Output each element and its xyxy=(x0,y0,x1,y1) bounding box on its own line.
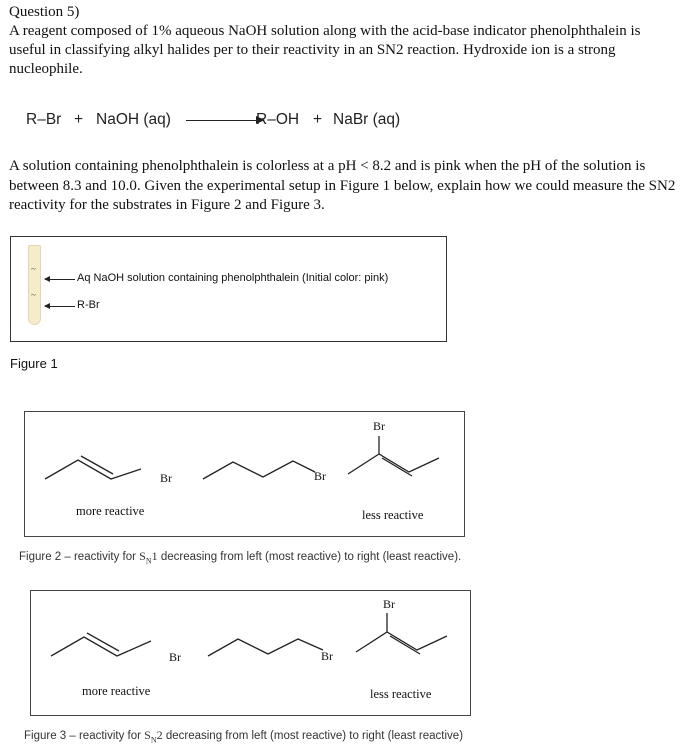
product-nabr: NaBr (aq) xyxy=(333,111,401,128)
less-reactive-label: less reactive xyxy=(362,508,424,522)
reaction-arrow-icon xyxy=(186,120,264,121)
naoh-solution-label: Aq NaOH solution containing phenolphthalein (Initial color: pink) xyxy=(77,272,389,284)
reactant-alkyl-bromide: R–Br xyxy=(26,111,62,128)
sn2-label: $S_N2$ xyxy=(144,728,163,745)
primary-bromide-skeleton xyxy=(203,461,315,479)
pointer-arrow-icon xyxy=(45,306,75,307)
figure-3-box xyxy=(30,590,471,716)
question-body: A solution containing phenolphthalein is colorless at a pH < 8.2 and is pink when the pH of the solution is between 8.3 and 10.0. Given the experimental setup in Figure 1 below, explain how we could measure the SN2 reactivity for the substrates in Figure 2 and Figure 3. xyxy=(9,158,676,213)
double-bond-line xyxy=(382,458,412,476)
alkyl-bromide-label: R-Br xyxy=(77,299,100,311)
wave-mark-icon: ~ xyxy=(31,290,36,300)
br-label: Br xyxy=(373,419,385,433)
figure-2-box xyxy=(24,411,465,537)
reactant-naoh: NaOH (aq) xyxy=(96,111,171,128)
vinylic-bromide-skeleton xyxy=(356,632,447,652)
br-label: Br xyxy=(169,650,181,664)
pointer-arrow-icon xyxy=(45,279,75,280)
plus-sign: + xyxy=(313,111,323,128)
question-intro: A reagent composed of 1% aqueous NaOH solution along with the acid-base indicator phenolphthalein is useful in classifying alkyl halides per to their reactivity in an SN2 reaction. Hydroxide ion is a strong nucleophile. xyxy=(9,23,641,77)
allylic-bromide-skeleton xyxy=(51,637,151,656)
br-label: Br xyxy=(160,471,172,485)
figure-1-caption: Figure 1 xyxy=(10,356,58,371)
br-label: Br xyxy=(314,469,326,483)
br-label: Br xyxy=(383,597,395,611)
br-label: Br xyxy=(321,649,333,663)
figure-2-caption: Figure 2 – reactivity for $S_N1$ decreasing from left (most reactive) to right (least reactive). xyxy=(19,549,462,566)
more-reactive-label: more reactive xyxy=(76,504,145,518)
plus-sign: + xyxy=(74,111,84,128)
primary-bromide-skeleton xyxy=(208,639,323,656)
question-title: Question 5) xyxy=(9,4,80,20)
wave-mark-icon: ~ xyxy=(31,264,36,274)
double-bond-line xyxy=(390,636,420,654)
more-reactive-label: more reactive xyxy=(82,684,151,698)
figure-1-box xyxy=(10,236,447,342)
vinylic-bromide-skeleton xyxy=(348,454,439,474)
product-alcohol: R–OH xyxy=(256,111,300,128)
less-reactive-label: less reactive xyxy=(370,687,432,701)
sn1-label: $S_N1$ xyxy=(139,549,158,566)
test-tube-icon xyxy=(28,245,41,325)
figure-3-caption: Figure 3 – reactivity for $S_N2$ decreasing from left (most reactive) to right (least reactive) xyxy=(24,728,464,745)
